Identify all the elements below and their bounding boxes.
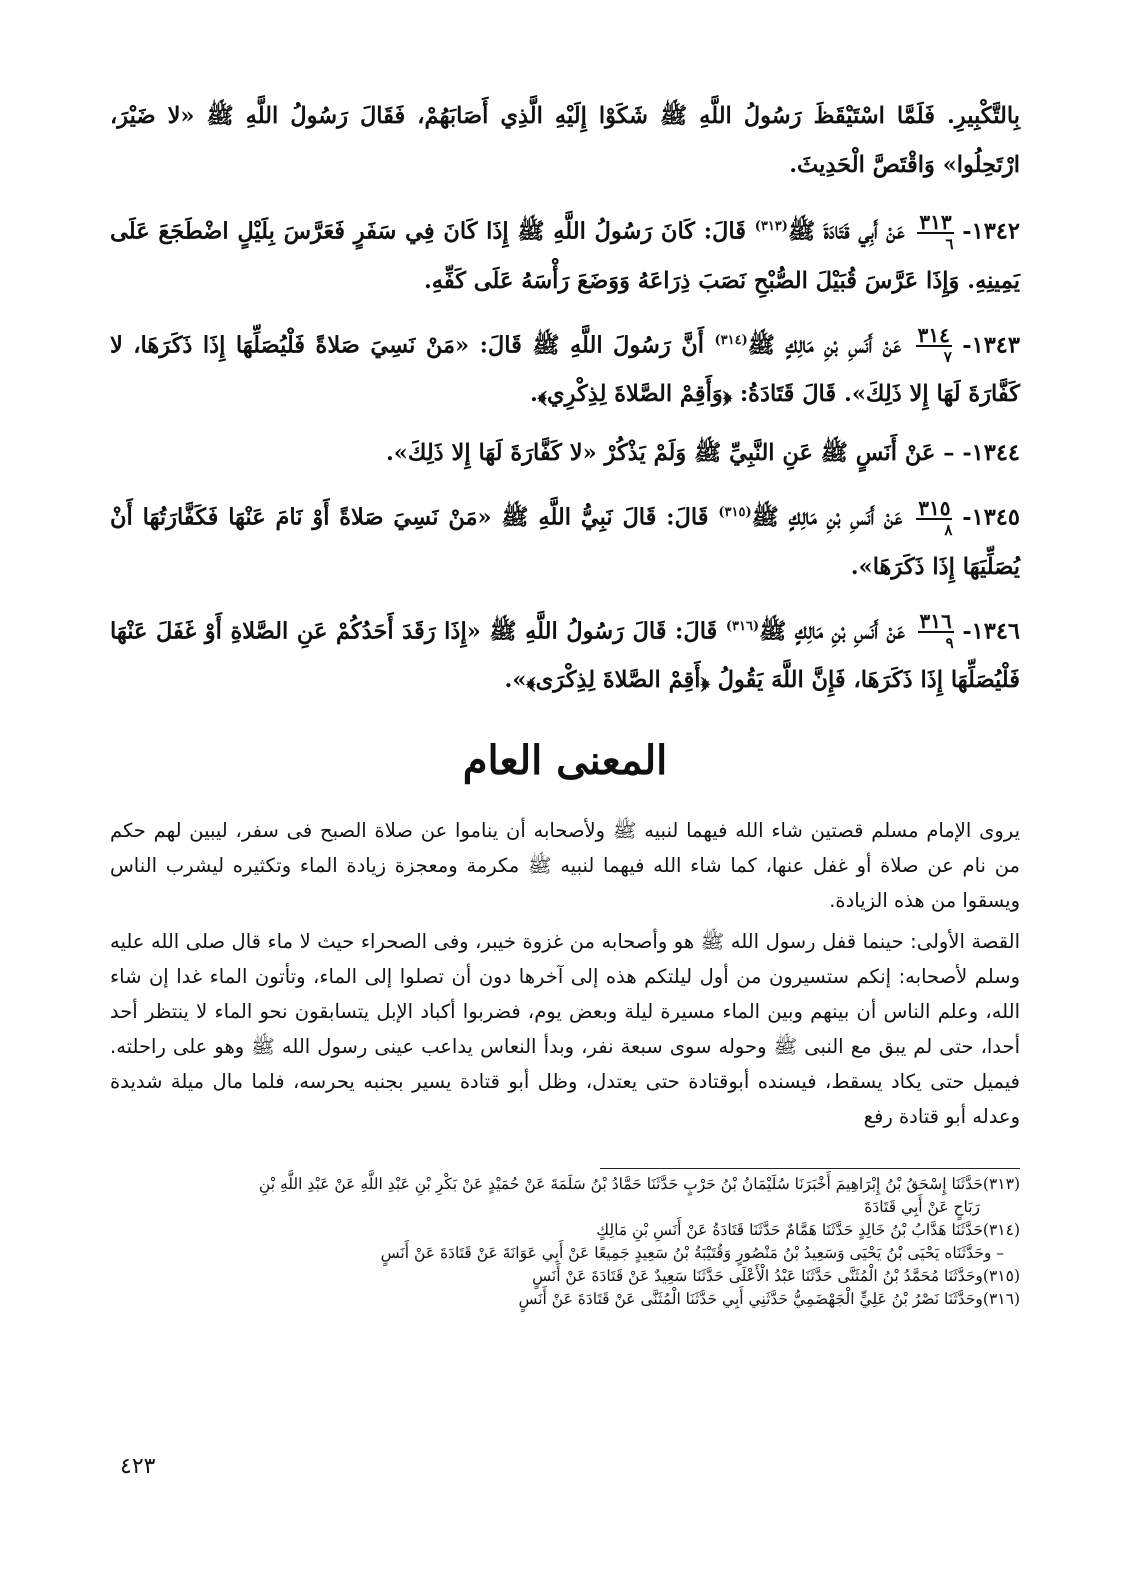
hadith-1345 bbox=[110, 488, 1020, 592]
reference-number: ٣١٣ bbox=[919, 209, 952, 234]
reference-number: ٣١٦ bbox=[919, 609, 952, 633]
footnote-315: (٣١٥)وحَدَّثَنَا مُحَمَّدُ بْنُ الْمُثَنَّى حَدَّثَنَا عَبْدُ الْأَعْلَى حَدَّثَنَا سَعِيدٌ عَنْ قَتَادَةَ عَنْ أَنَسٍ bbox=[532, 1267, 1020, 1285]
hadith-text: عَنِ النَّبِيِّ ﷺ وَلَمْ يَذْكُرْ «لا كَفَّارَةَ لَهَا إِلا ذَلِكَ». bbox=[385, 440, 813, 466]
footnote-marker: (٣١٣) bbox=[754, 219, 788, 234]
reference-subnumber: ٩ bbox=[945, 634, 954, 652]
hadith-number: ١٣٤٦- bbox=[962, 618, 1020, 644]
page-number: ٤٢٣ bbox=[120, 1454, 156, 1479]
reference-subnumber: ٦ bbox=[945, 234, 954, 253]
hadith-text: أَنَّ رَسُولَ اللَّهِ ﷺ قَالَ: «مَنْ نَسِيَ صَلاةً فَلْيُصَلِّهَا إِذَا ذَكَرَهَا، لا كَفَّارَةَ لَهَا إِلا ذَلِكَ». قَالَ قَتَادَةُ: ﴿وَأَقِمْ الصَّلاةَ لِذِكْرِي﴾. bbox=[110, 332, 1020, 407]
hadith-reference bbox=[916, 323, 952, 366]
hadith-narrator: عَنْ أَنَسِ بْنِ مَالِكٍ ﷺ bbox=[747, 332, 902, 358]
hadith-continuation: بِالتَّكْبِيرِ. فَلَمَّا اسْتَيْقَظَ رَسُولُ اللَّهِ ﷺ شَكَوْا إِلَيْهِ الَّذِي أَصَابَهُمْ، فَقَالَ رَسُولُ اللَّهِ ﷺ «لا ضَيْرَ، ارْتَحِلُوا» وَاقْتَصَّ الْحَدِيثَ. bbox=[110, 103, 1020, 178]
hadith-text: قَالَ: قَالَ رَسُولُ اللَّهِ ﷺ «إِذَا رَقَدَ أَحَدُكُمْ عَنِ الصَّلاةِ أَوْ غَفَلَ عَنْهَا فَلْيُصَلِّهَا إِذَا ذَكَرَهَا، فَإِنَّ اللَّهَ يَقُولُ ﴿أَقِمْ الصَّلاةَ لِذِكْرَى﴾». bbox=[110, 618, 1020, 693]
hadith-text: قَالَ: قَالَ نَبِيُّ اللَّهِ ﷺ «مَنْ نَسِيَ صَلاةً أَوْ نَامَ عَنْهَا فَكَفَّارَتُهَا أَنْ يُصَلِّيَهَا إِذَا ذَكَرَهَا». bbox=[110, 504, 1020, 580]
reference-subnumber: ٧ bbox=[943, 348, 952, 366]
footnote-313: (٣١٣)حَدَّثَنَا إِسْحَقُ بْنُ إِبْرَاهِيمَ أَخْبَرَنَا سُلَيْمَانُ بْنُ حَرْبٍ حَدَّثَنَا حَمَّادُ بْنُ سَلَمَةَ عَنْ حُمَيْدٍ عَنْ بَكْرِ بْنِ عَبْدِ اللَّهِ عَنْ عَبْدِ اللَّهِ بْنِ bbox=[258, 1175, 1020, 1193]
hadith-narrator: عَنْ أَنَسِ بْنِ مَالِكٍ ﷺ bbox=[759, 618, 905, 644]
commentary-paragraph-2: القصة الأولى: حينما قفل رسول الله ﷺ هو وأصحابه من غزوة خيبر، وفى الصحراء حيث لا ماء قال صلى الله عليه وسلم لأصحابه: إنكم ستسيرون من أول ليلتكم هذه إلى آخرها دون أن تصلوا إلى الماء، وتأتون الماء غدا إن شاء الله، وعلم الناس أن بينهم وبين الماء مسيرة ليلة وبعض يوم، فضربوا أكباد الإبل يتسابقون نحو الماء لا ينتظر أحد أحدا، حتى لم يبق مع النبى ﷺ وحوله سوى سبعة نفر، وبدأ النعاس يداعب عينى رسول الله ﷺ وهو على راحلته. فيميل حتى يكاد يسقط، فيسنده أبوقتادة حتى يعتدل، وظل أبو قتادة يسير بجنبه يحرسه، فلما مال ميلة شديدة وعدله أبو قتادة رفع bbox=[110, 930, 1020, 1128]
footnotes bbox=[110, 1173, 1020, 1311]
reference-subnumber: ٨ bbox=[944, 520, 953, 539]
section-title: المعنى العام bbox=[462, 737, 668, 784]
hadith-number: ١٣٤٣- bbox=[962, 332, 1020, 358]
hadith-reference bbox=[916, 495, 953, 539]
hadith-reference bbox=[918, 609, 954, 652]
hadith-1344 bbox=[110, 429, 1020, 478]
hadith-1342 bbox=[110, 202, 1020, 306]
hadith-reference bbox=[917, 209, 954, 253]
hadith-1346 bbox=[110, 602, 1020, 706]
footnote-314: (٣١٤)حَدَّثَنَا هَدَّابُ بْنُ خَالِدٍ حَدَّثَنَا هَمَّامٌ حَدَّثَنَا قَتَادَةُ عَنْ أَنَسِ بْنِ مَالِكٍ bbox=[596, 1221, 1020, 1239]
hadith-narrator: عَنْ أَبِي قَتَادَةَ ﷺ bbox=[787, 218, 905, 245]
footnote-marker: (٣١٤) bbox=[714, 332, 748, 348]
footnote-314-continued: – وحَدَّثَنَاه يَحْيَى بْنُ يَحْيَى وَسَعِيدُ بْنُ مَنْصُورٍ وَقُتَيْبَةُ بْنُ سَعِيدٍ جَمِيعًا عَنْ أَبِي عَوَانَةَ عَنْ قَتَادَةَ عَنْ أَنَسٍ bbox=[380, 1244, 1004, 1262]
page-content bbox=[110, 92, 1020, 1578]
footnote-313-continued: رَبَاحٍ عَنْ أَبِي قَتَادَةَ bbox=[864, 1198, 980, 1216]
hadith-narrator: عَنْ أَنَسِ بْنِ مَالِكٍ ﷺ bbox=[751, 504, 903, 531]
footnote-marker: (٣١٦) bbox=[725, 618, 760, 634]
hadith-number: ١٣٤٤- bbox=[962, 440, 1020, 466]
hadith-narrator: – عَنْ أَنَسٍ ﷺ bbox=[820, 440, 955, 466]
footnote-316: (٣١٦)وحَدَّثَنَا نَصْرُ بْنُ عَلِيٍّ الْجَهْضَمِيُّ حَدَّثَنِي أَبِي حَدَّثَنَا الْمُثَنَّى عَنْ قَتَادَةَ عَنْ أَنَسٍ bbox=[518, 1290, 1020, 1308]
commentary-paragraph-1: يروى الإمام مسلم قصتين شاء الله فيهما لنبيه ﷺ ولأصحابه أن يناموا عن صلاة الصبح فى سفر، ليبين لهم حكم من نام عن صلاة أو غفل عنها، كما شاء الله فيهما لنبيه ﷺ مكرمة ومعجزة زيادة الماء وتكثيره ليشرب الناس ويسقوا من هذه الزيادة. bbox=[110, 819, 1020, 912]
hadith-section bbox=[110, 92, 1020, 705]
hadith-1343 bbox=[110, 316, 1020, 420]
footnote-divider bbox=[600, 1168, 1020, 1169]
reference-number: ٣١٤ bbox=[917, 323, 950, 347]
hadith-text: قَالَ: كَانَ رَسُولُ اللَّهِ ﷺ إِذَا كَانَ فِي سَفَرٍ فَعَرَّسَ بِلَيْلٍ اضْطَجَعَ عَلَى يَمِينِهِ. وَإِذَا عَرَّسَ قُبَيْلَ الصُّبْحِ نَصَبَ ذِرَاعَهُ وَوَضَعَ رَأْسَهُ عَلَى كَفِّهِ. bbox=[110, 218, 1020, 294]
hadith-number: ١٣٤٢- bbox=[962, 218, 1020, 245]
commentary-body bbox=[110, 813, 1020, 1134]
reference-number: ٣١٥ bbox=[918, 495, 951, 520]
hadith-number: ١٣٤٥- bbox=[962, 504, 1020, 531]
footnote-marker: (٣١٥) bbox=[718, 505, 752, 520]
